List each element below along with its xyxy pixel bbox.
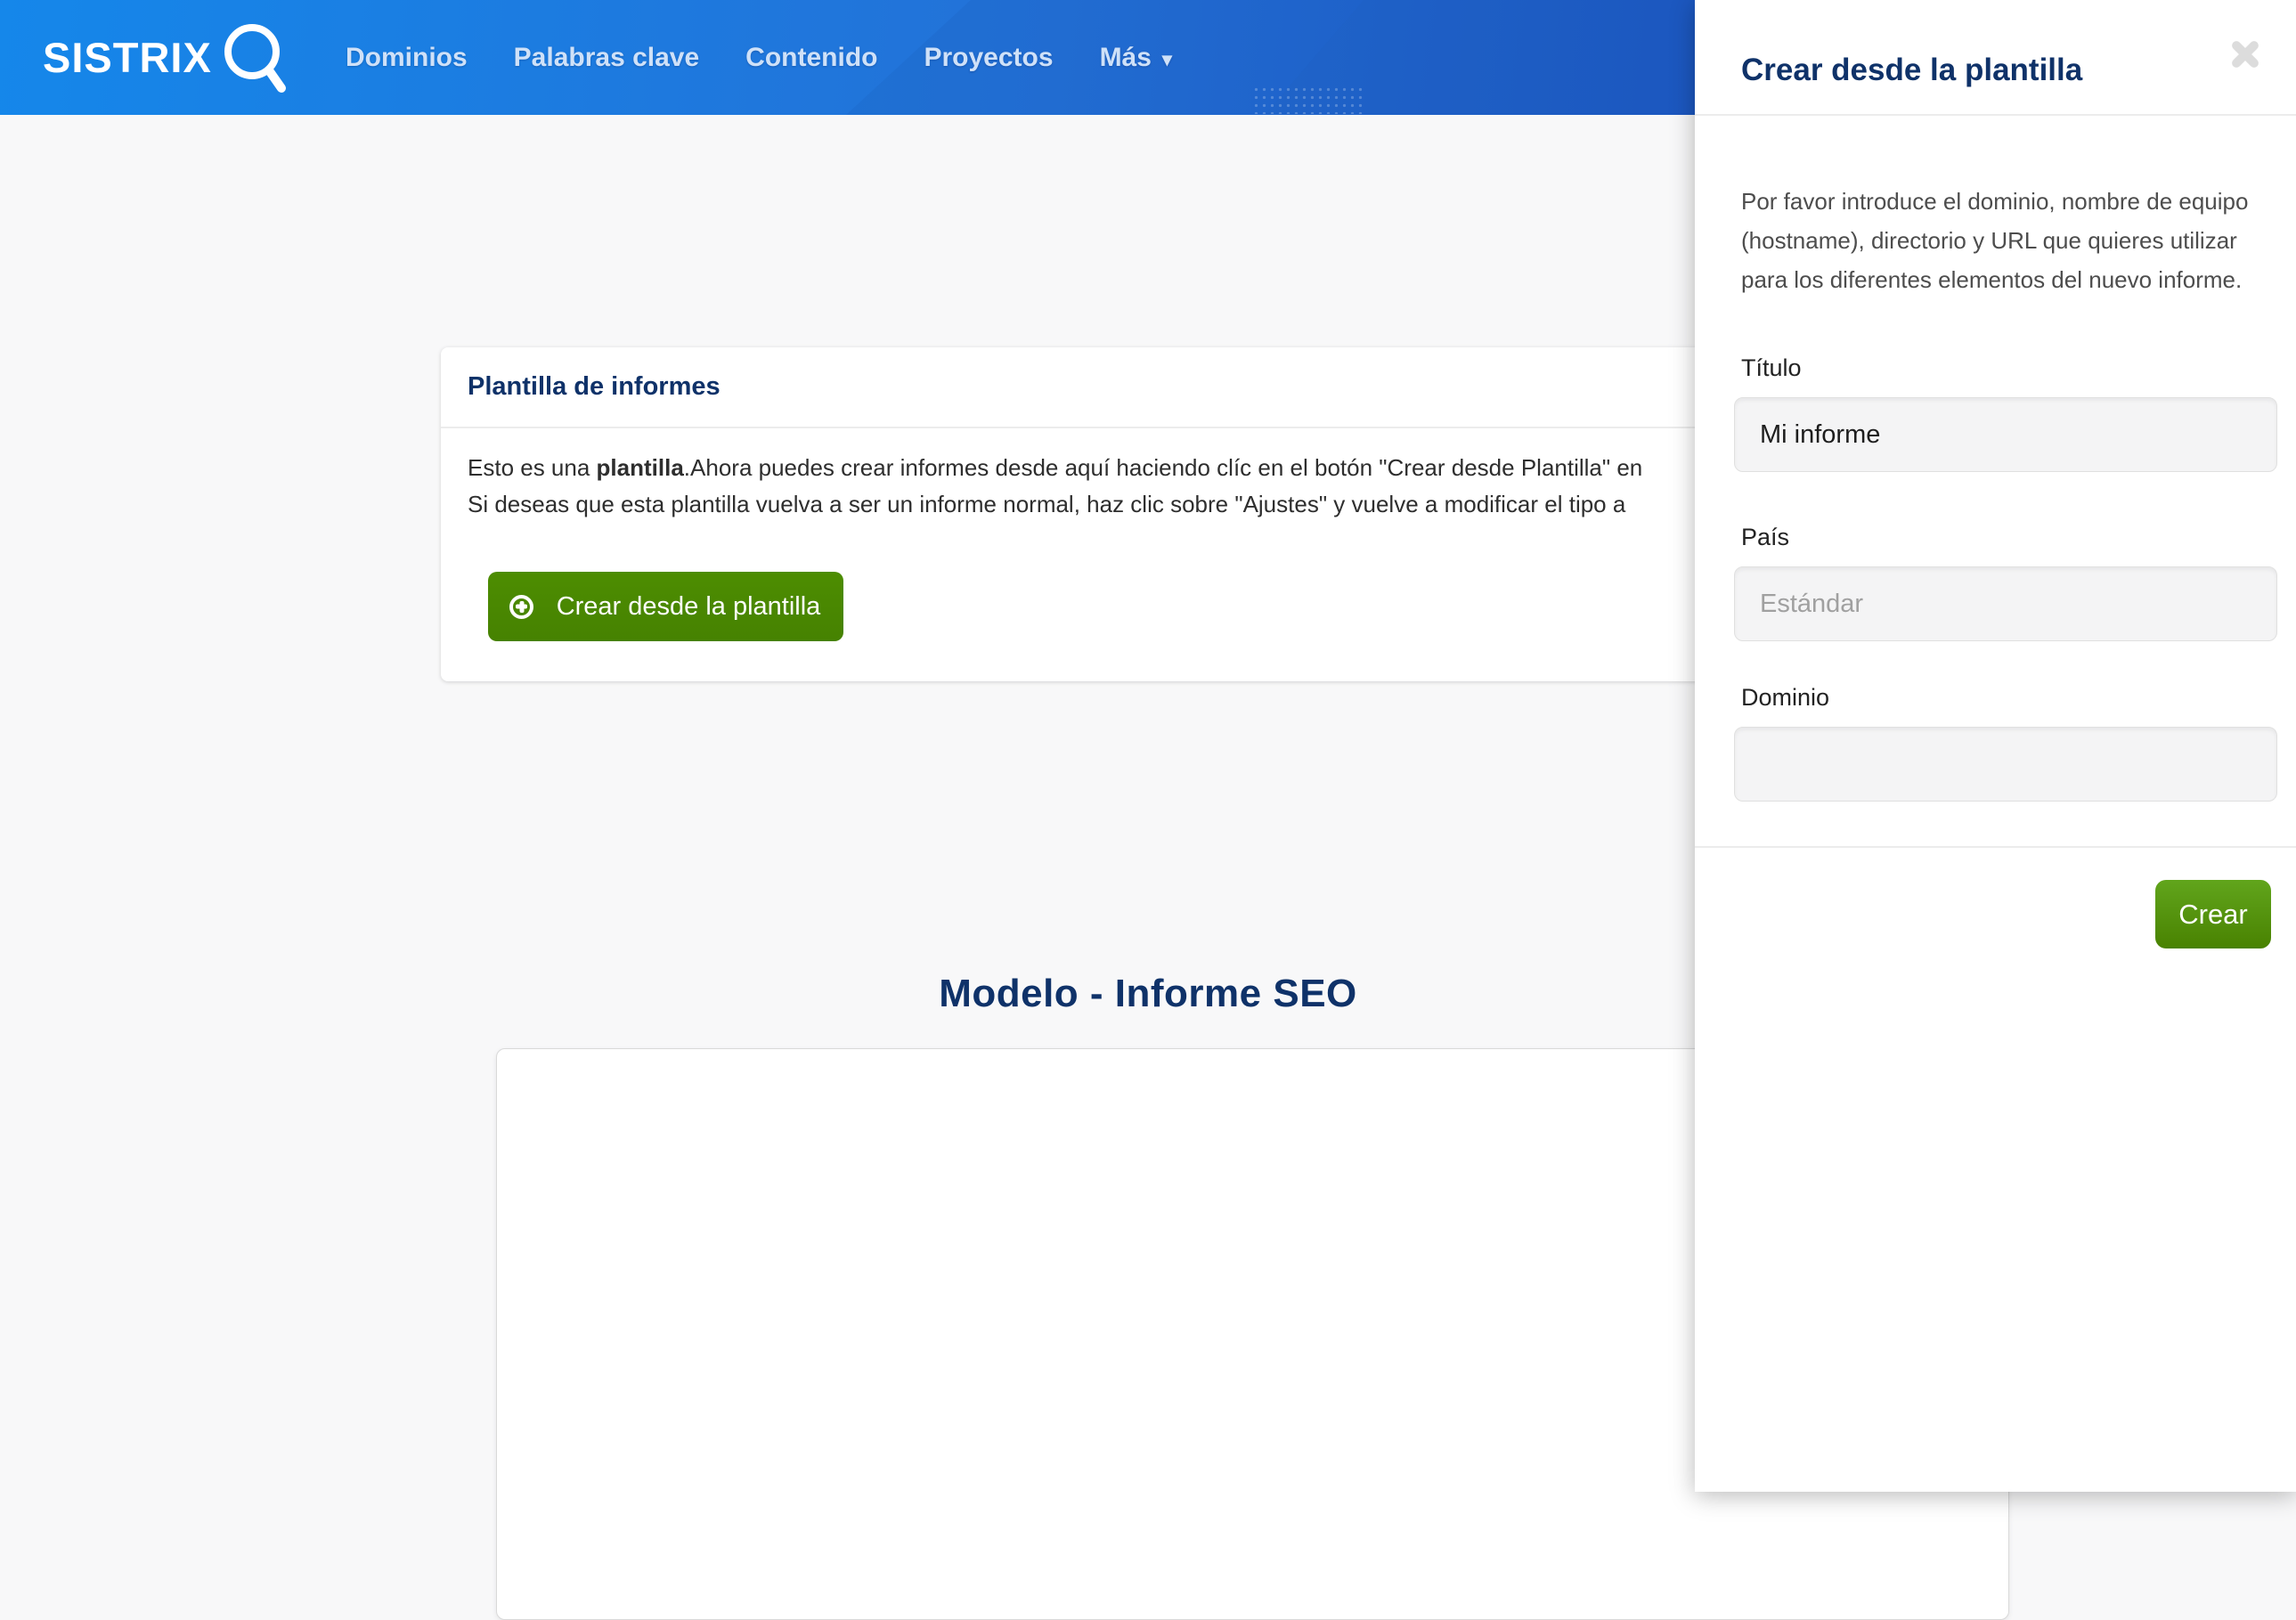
panel-divider <box>1695 114 2296 116</box>
create-from-template-button-label: Crear desde la plantilla <box>556 591 821 621</box>
crear-button[interactable]: Crear <box>2155 880 2271 948</box>
pais-input[interactable] <box>1734 566 2277 641</box>
report-title: Modelo - Informe SEO <box>939 972 1357 1016</box>
template-card-text-line2: Si deseas que esta plantilla vuelva a ser un informe normal, haz clic sobre "Ajustes" y vuelve a modificar el tipo a <box>468 491 1626 517</box>
chevron-down-icon: ▾ <box>1161 47 1172 70</box>
titulo-input[interactable] <box>1734 397 2277 472</box>
create-from-template-button[interactable] <box>488 572 843 641</box>
sistrix-logo[interactable] <box>43 0 289 115</box>
nav-item-palabras-clave[interactable]: Palabras clave <box>513 42 700 72</box>
dominio-input[interactable] <box>1734 727 2277 802</box>
panel-divider <box>1695 846 2296 848</box>
plus-circle-icon <box>509 595 533 619</box>
nav-item-dominios[interactable]: Dominios <box>346 42 468 72</box>
close-icon[interactable] <box>2228 37 2262 71</box>
search-icon <box>223 22 289 99</box>
nav-item-mas[interactable]: Más ▾ <box>1099 42 1172 72</box>
panel-description: Por favor introduce el dominio, nombre de equipo (hostname), directorio y URL que quieres utilizar para los diferentes elementos del nuevo informe. <box>1741 188 2249 293</box>
nav-item-proyectos[interactable]: Proyectos <box>924 42 1054 72</box>
panel-title: Crear desde la plantilla <box>1741 53 2083 88</box>
titulo-label: Título <box>1741 354 1802 381</box>
nav-item-contenido[interactable]: Contenido <box>745 42 878 72</box>
template-card-text-line1: Esto es una plantilla.Ahora puedes crear informes desde aquí haciendo clíc en el botón "Crear desde Plantilla" en <box>468 454 1643 481</box>
template-card-title: Plantilla de informes <box>468 372 721 401</box>
pais-label: País <box>1741 524 1790 550</box>
header-dots-decor <box>1252 85 1364 114</box>
sistrix-logo-text: SISTRIX <box>43 34 212 81</box>
main-nav <box>346 0 1172 115</box>
dominio-label: Dominio <box>1741 684 1830 711</box>
create-from-template-panel <box>1695 0 2296 1492</box>
